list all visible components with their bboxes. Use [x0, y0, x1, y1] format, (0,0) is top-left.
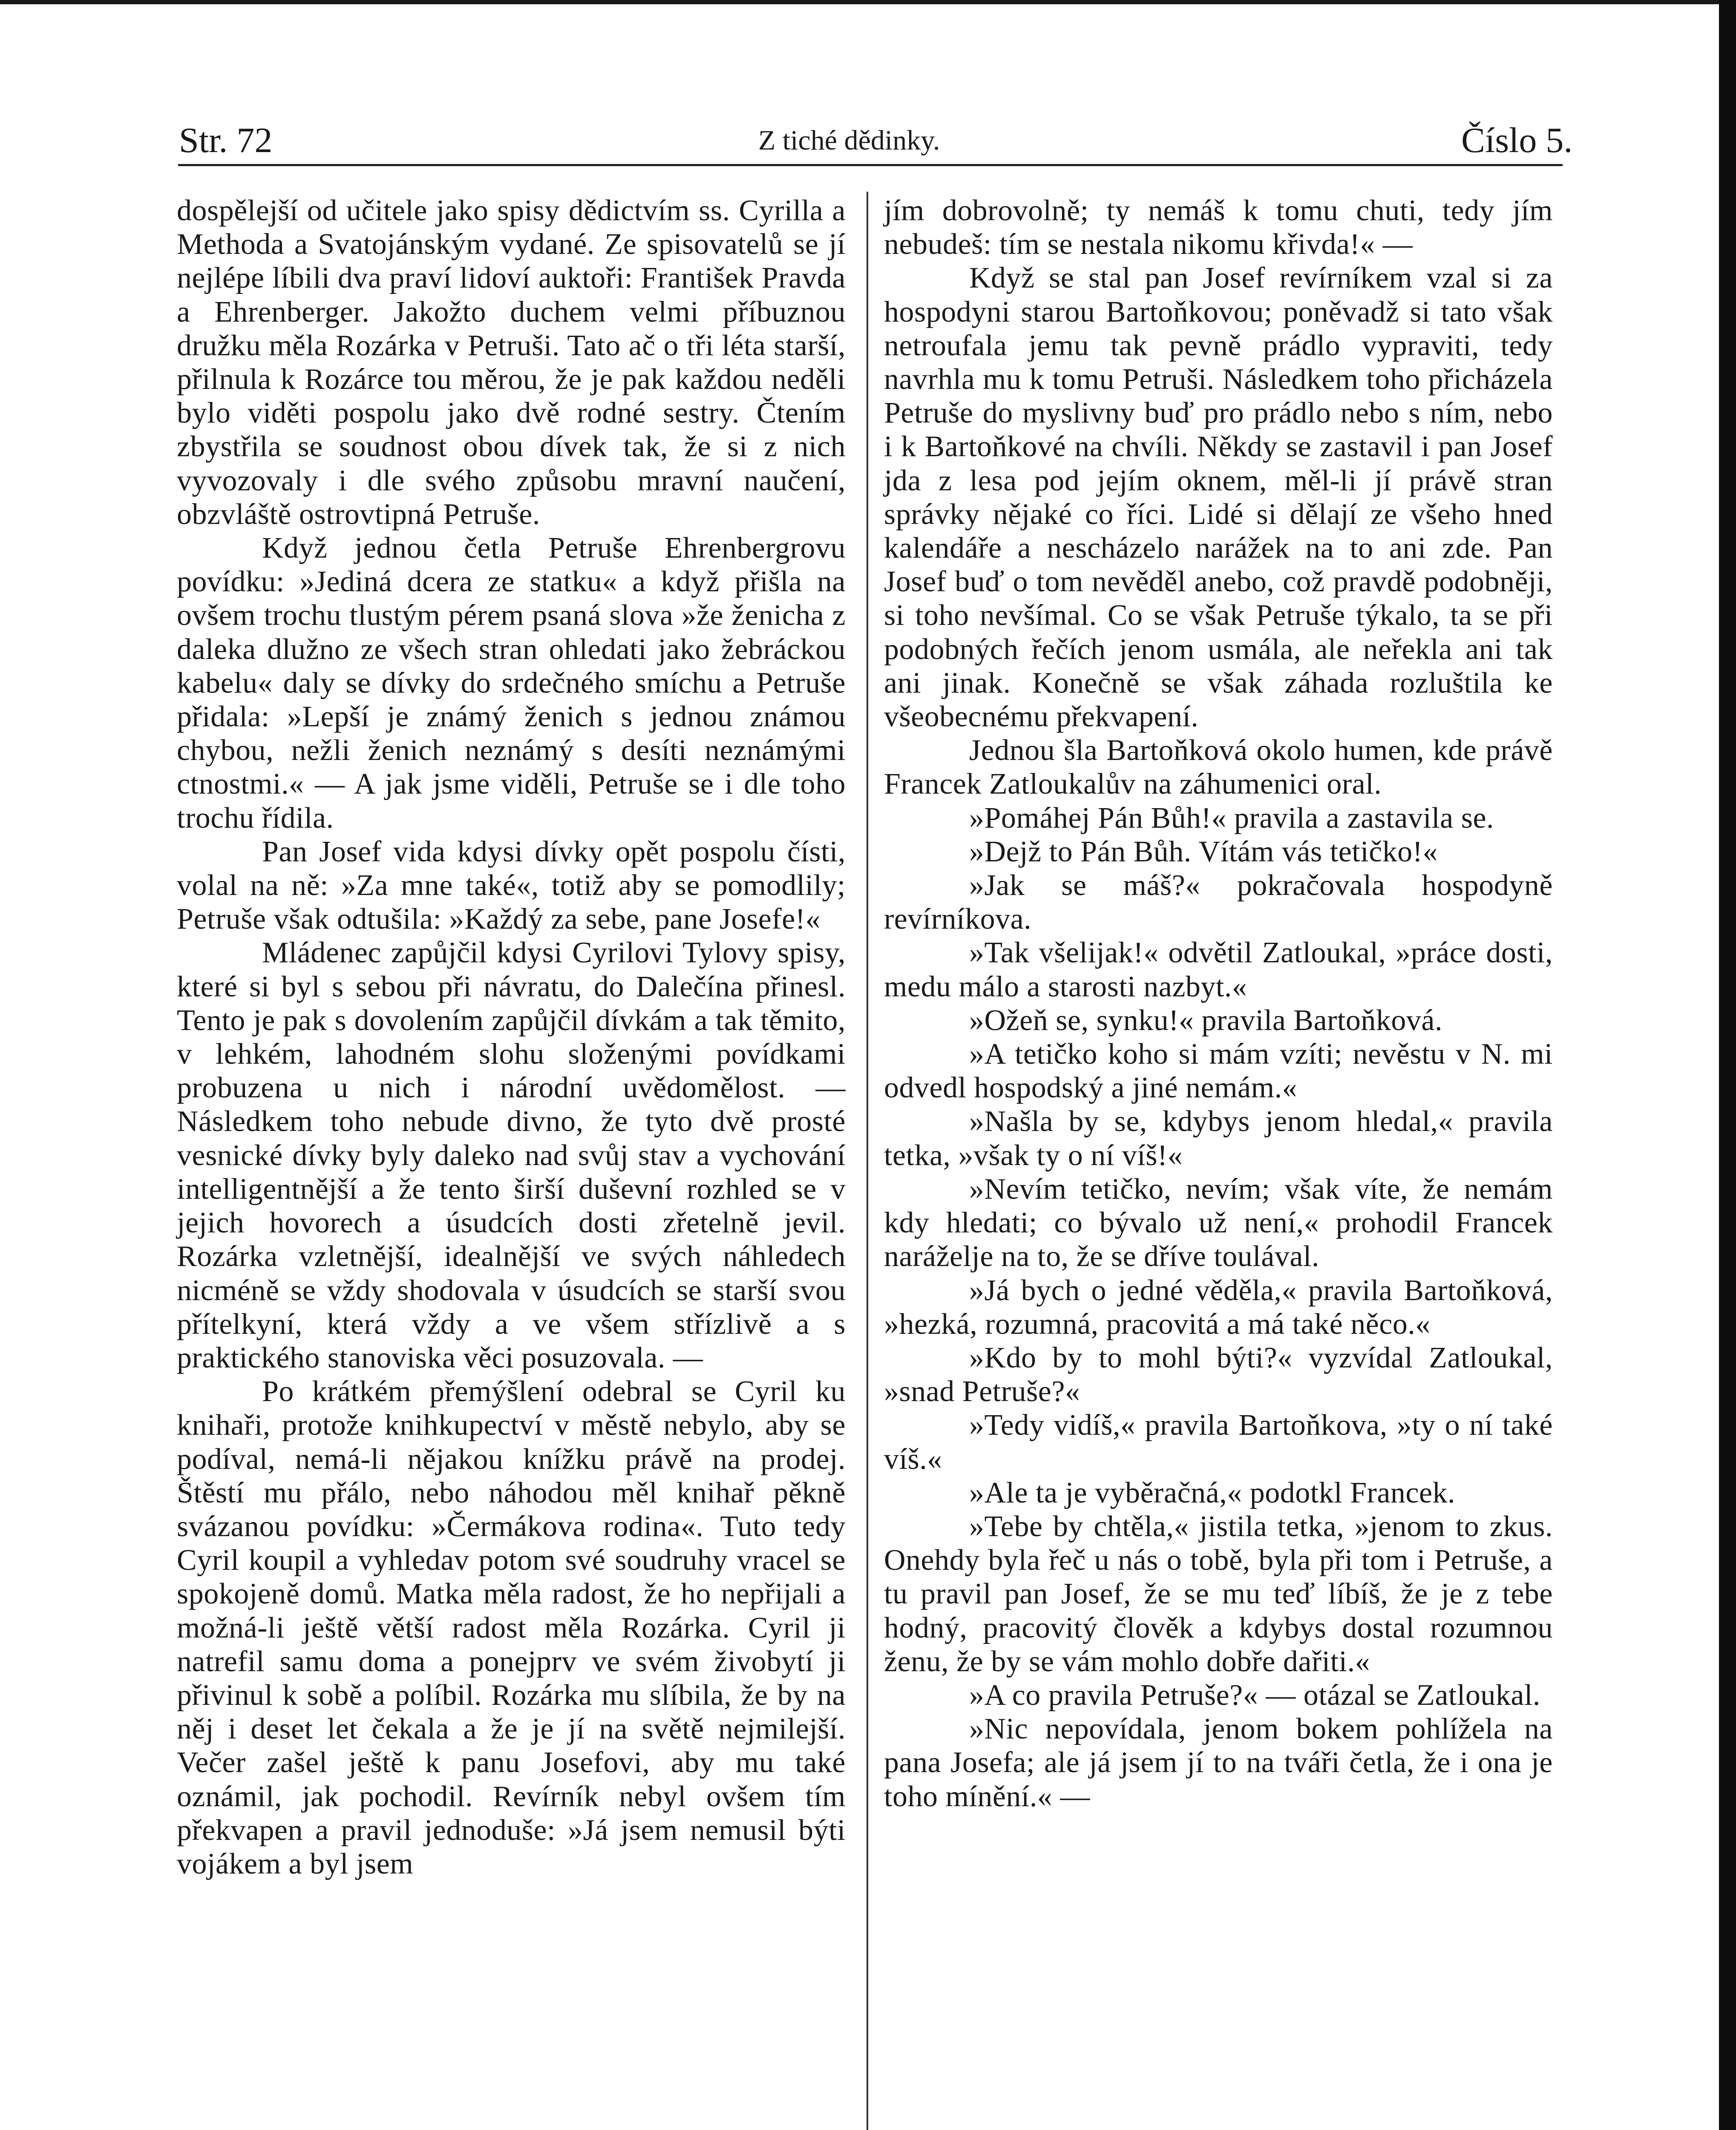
- header-rule: [178, 164, 1563, 166]
- paragraph: »Nevím tetičko, nevím; však víte, že nemám kdy hledati; co bývalo už není,« prohodil Francek naráželje na to, že se dříve toulával.: [884, 1172, 1553, 1273]
- paragraph: »A co pravila Petruše?« — otázal se Zatloukal.: [969, 1678, 1540, 1712]
- paragraph: Když jednou četla Petruše Ehrenbergrovu povídku: »Jediná dcera ze statku« a když přišla na ovšem trochu tlustým pérem psaná slova »že ženicha z daleka dlužno ze všech stran ohledati jako žebráckou kabelu« daly se dívky do srdečného smíchu a Petruše přidala: »Lepší je známý ženich s jednou známou chybou, nežli ženich neznámý s desíti neznámými ctnostmi.« — A jak jsme viděli, Petruše se i dle toho trochu řídila.: [177, 532, 846, 835]
- paragraph: Po krátkém přemýšlení odebral se Cyril ku knihaři, protože knihkupectví v městě nebylo, aby se podíval, nemá-li nějakou knížku právě na prodej. Štěstí mu přálo, nebo náhodou měl knihař pěkně svázanou povídku: »Čermákova rodina«. Tuto tedy Cyril koupil a vyhledav potom své soudruhy vracel se spokojeně domů. Matka měla radost, že ho nepřijali a možná-li ještě větší radost měla Rozárka. Cyril ji natrefil samu doma a ponejprv ve svém živobytí ji přivinul k sobě a políbil. Rozárka mu slíbila, že by na něj i deset let čekala a že je jí na světě nejmilejší. Večer zašel ještě k panu Josefovi, aby mu také oznámil, jak pochodil. Revírník nebyl ovšem tím překvapen a pravil jednoduše: »Já jsem nemusil býti vojákem a byl jsem: [177, 1375, 846, 1880]
- paragraph: jím dobrovolně; ty nemáš k tomu chuti, tedy jím nebudeš: tím se nestala nikomu křivda!« —: [884, 194, 1553, 261]
- right-column: [884, 194, 1553, 1813]
- paragraph: Pan Josef vida kdysi dívky opět pospolu čísti, volal na ně: »Za mne také«, totiž aby se pomodlily; Petruše však odtušila: »Každý za sebe, pane Josefe!«: [177, 835, 846, 936]
- scan-edge-right: [1719, 0, 1736, 2130]
- paragraph: »Ale ta je vyběračná,« podotkl Francek.: [969, 1476, 1456, 1509]
- paragraph: »Tak všelijak!« odvětil Zatloukal, »práce dosti, medu málo a starosti nazbyt.«: [884, 936, 1553, 1003]
- paragraph: »Ožeň se, synku!« pravila Bartoňková.: [969, 1004, 1442, 1037]
- paragraph: Jednou šla Bartoňková okolo humen, kde právě Francek Zatloukalův na záhumenici oral.: [884, 734, 1553, 801]
- paragraph: Mládenec zapůjčil kdysi Cyrilovi Tylovy spisy, které si byl s sebou při návratu, do Dalečína přinesl. Tento je pak s dovolením zapůjčil dívkám a tak těmito, v lehkém, lahodném slohu složenými povídkami probuzena u nich i národní uvědomělost. — Následkem toho nebude divno, že tyto dvě prosté vesnické dívky byly daleko nad svůj stav a vychování intelligentnější a že tento širší duševní rozhled se v jejich hovorech a úsudcích dosti zřetelně jevil. Rozárka vzletnější, idealnější ve svých náhledech nicméně se vždy shodovala v úsudcích se starší svou přítelkyní, která vždy a ve všem střízlivě a s praktického stanoviska věci posuzovala. —: [177, 936, 846, 1374]
- issue-number: Číslo 5.: [1461, 121, 1573, 160]
- paragraph: »Pomáhej Pán Bůh!« pravila a zastavila se.: [969, 801, 1494, 835]
- scan-edge-top: [0, 0, 1736, 4]
- left-column: [177, 194, 846, 1881]
- column-divider: [867, 192, 868, 2130]
- paragraph: Když se stal pan Josef revírníkem vzal si za hospodyni starou Bartoňkovou; poněvadž si tato však netroufala jemu tak pevně prádlo vypraviti, tedy navrhla mu k tomu Petruši. Následkem toho přicházela Petruše do myslivny buď pro prádlo nebo s ním, nebo i k Bartoňkové na chvíli. Někdy se zastavil i pan Josef jda z lesa pod jejím oknem, měl-li jí právě stran správky nějaké co říci. Lidé si dělají ze všeho hned kalendáře a nescházelo narážek na to ani zde. Pan Josef buď o tom nevěděl anebo, což pravdě podobněji, si toho nevšímal. Co se však Petruše týkalo, ta se při podobných řečích jenom usmála, ale neřekla ani tak ani jinak. Konečně se však záhada rozluštila ke všeobecnému překvapení.: [884, 262, 1553, 734]
- paragraph: »Kdo by to mohl býti?« vyzvídal Zatloukal, »snad Petruše?«: [884, 1341, 1553, 1408]
- paragraph: »Našla by se, kdybys jenom hledal,« pravila tetka, »však ty o ní víš!«: [884, 1105, 1553, 1172]
- paragraph: dospělejší od učitele jako spisy dědictvím ss. Cyrilla a Methoda a Svatojánským vydané. Ze spisovatelů se jí nejlépe líbili dva praví lidoví auktoři: František Pravda a Ehrenberger. Jakožto duchem velmi příbuznou družku měla Rozárka v Petruši. Tato ač o tři léta starší, přilnula k Rozárce tou měrou, že je pak každou neděli bylo viděti pospolu jako dvě rodné sestry. Čtením zbystřila se soudnost obou dívek tak, že si z nich vyvozovaly i dle svého způsobu mravní naučení, obzvláště ostrovtipná Petruše.: [177, 194, 846, 531]
- paragraph: »Tebe by chtěla,« jistila tetka, »jenom to zkus. Onehdy byla řeč u nás o tobě, byla při tom i Petruše, a tu pravil pan Josef, že se mu teď líbíš, že je z tebe hodný, pracovitý člověk a kdybys dostal rozumnou ženu, že by se vám mohlo dobře dařiti.«: [884, 1510, 1553, 1678]
- running-title: Z tiché dědinky.: [758, 125, 940, 156]
- paragraph: »A tetičko koho si mám vzíti; nevěstu v N. mi odvedl hospodský a jiné nemám.«: [884, 1038, 1553, 1105]
- paragraph: »Tedy vidíš,« pravila Bartoňkova, »ty o ní také víš.«: [884, 1409, 1553, 1476]
- paragraph: »Já bych o jedné věděla,« pravila Bartoňková, »hezká, rozumná, pracovitá a má také něco.«: [884, 1274, 1553, 1341]
- paragraph: »Nic nepovídala, jenom bokem pohlížela na pana Josefa; ale já jsem jí to na tváři četla, že i ona je toho mínění.« —: [884, 1713, 1553, 1813]
- paragraph: »Dejž to Pán Bůh. Vítám vás tetičko!«: [969, 835, 1438, 868]
- paragraph: »Jak se máš?« pokračovala hospodyně revírníkova.: [884, 869, 1553, 936]
- page-number: Str. 72: [179, 121, 273, 160]
